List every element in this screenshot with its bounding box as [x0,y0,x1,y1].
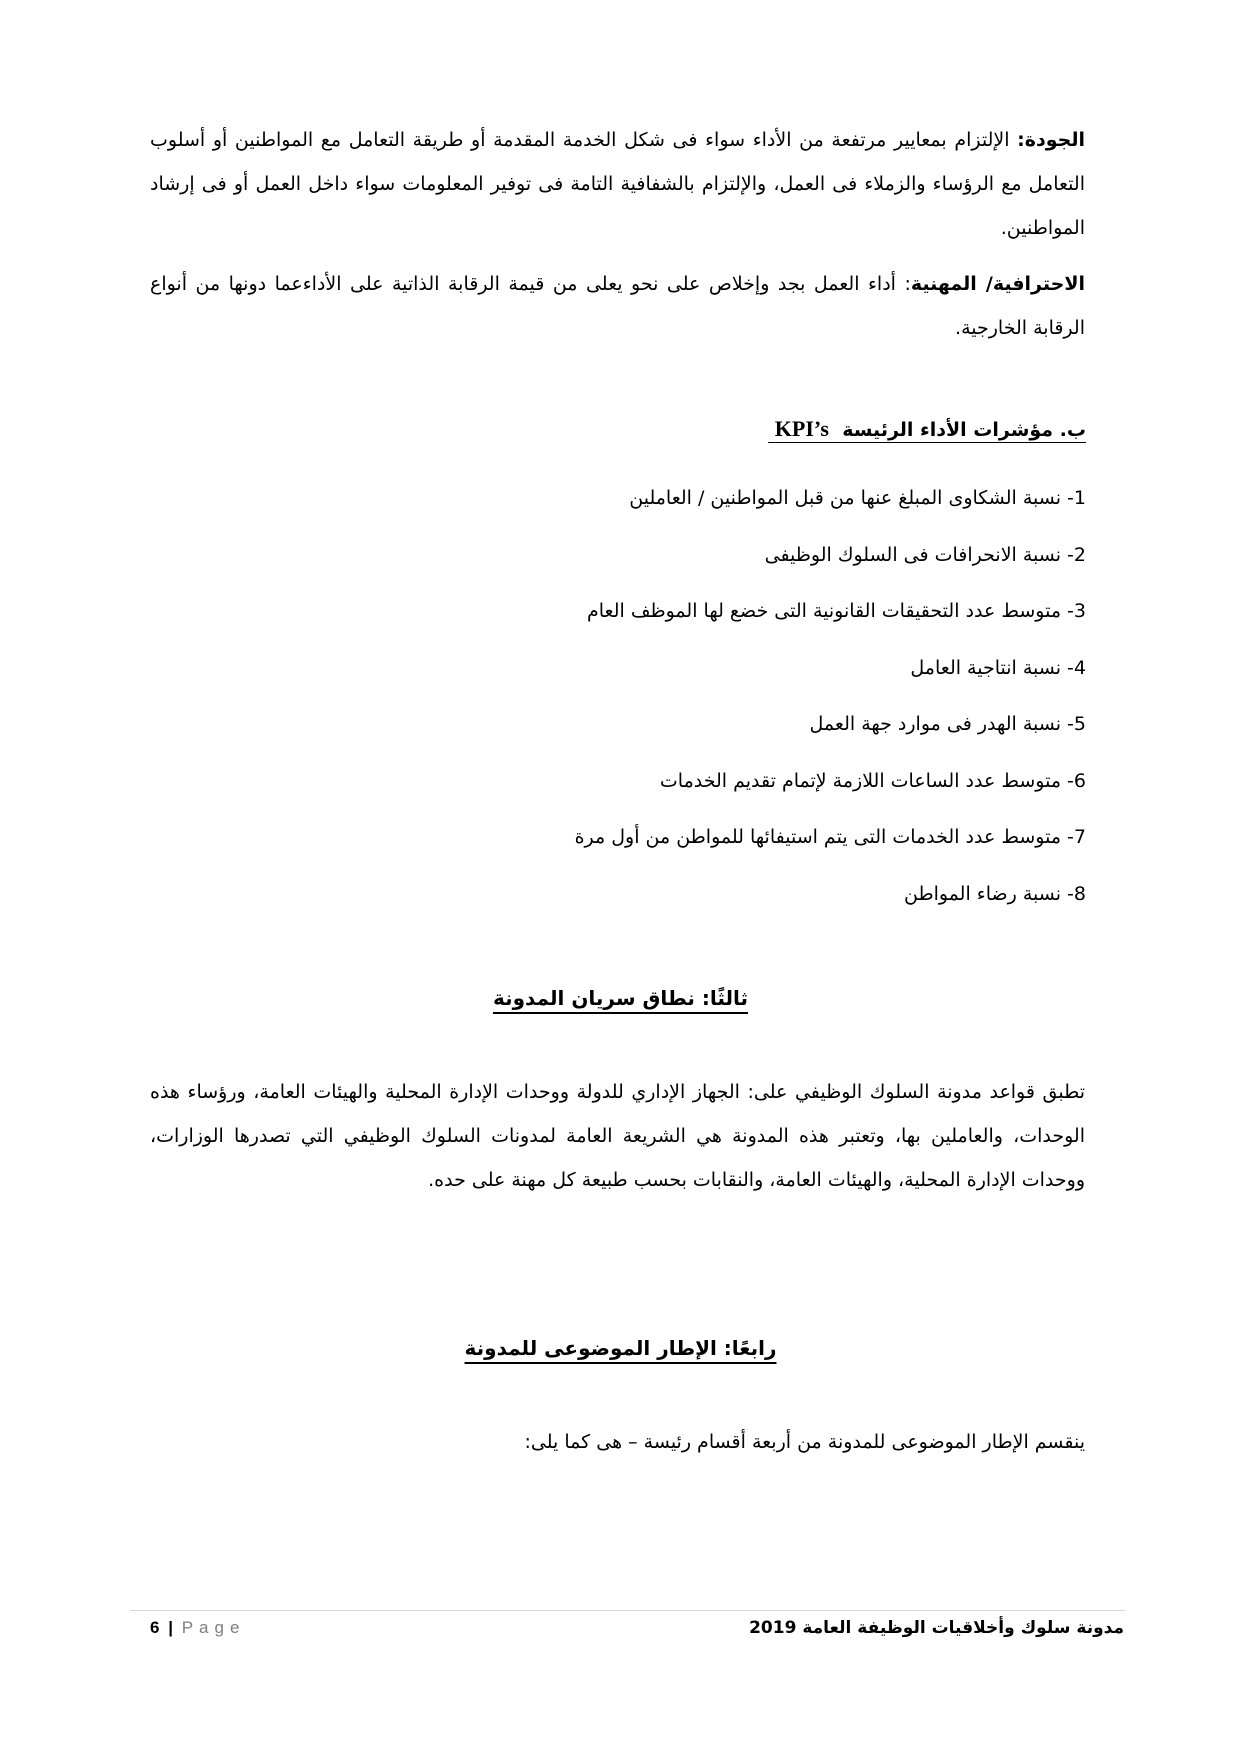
footer-title: مدونة سلوك وأخلاقيات الوظيفة العامة 2019 [749,1618,1124,1638]
kpi-item-3: 3- متوسط عدد التحقيقات القانونية التى خضع لها الموظف العام [587,600,1086,622]
professionalism-paragraph [150,262,1085,350]
section4-heading: رابعًا: الإطار الموضوعى للمدونة [464,1336,777,1360]
professionalism-text: : أداء العمل بجد وإخلاص على نحو يعلى من قيمة الرقابة الذاتية على الأداءعما دونها من أنواع الرقابة الخارجية. [150,273,1085,339]
kpi-heading-latin: KPI’s [774,416,829,441]
kpi-item-2: 2- نسبة الانحرافات فى السلوك الوظيفى [764,543,1086,566]
kpi-item-8: 8- نسبة رضاء المواطن [904,882,1086,905]
kpi-heading-arabic: ب. مؤشرات الأداء الرئيسة [842,419,1086,441]
kpi-item-6: 6- متوسط عدد الساعات اللازمة لإتمام تقديم الخدمات [659,769,1086,792]
kpi-list [151,478,1086,930]
kpi-item-1: 1- نسبة الشكاوى المبلغ عنها من قبل المواطنين / العاملين [629,487,1086,509]
kpi-item-7: 7- متوسط عدد الخدمات التى يتم استيفائها للمواطن من أول مرة [574,826,1086,848]
quality-paragraph [150,118,1085,250]
footer-divider [130,1610,1125,1611]
footer-page-number [150,1618,245,1638]
section3-paragraph: تطبق قواعد مدونة السلوك الوظيفي على: الجهاز الإداري للدولة ووحدات الإدارة المحلية والهيئات العامة، ورؤساء هذه الوحدات، والعاملين بها، وتعتبر هذه المدونة هي الشريعة العامة لمدونات السلوك الوظيفي التي تصدرها الوزارات، ووحدات الإدارة المحلية، والهيئات العامة، والنقابات بحسب طبيعة كل مهنة على حده. [150,1081,1085,1191]
section4-paragraph: ينقسم الإطار الموضوعى للمدونة من أربعة أقسام رئيسة – هى كما يلى: [524,1431,1085,1453]
kpi-item-5: 5- نسبة الهدر فى موارد جهة العمل [809,713,1086,735]
kpi-heading [151,416,1086,442]
page-number: 6 [150,1618,160,1637]
page-label: Page [181,1618,246,1637]
page-separator: | [168,1618,173,1637]
quality-text: الإلتزام بمعايير مرتفعة من الأداء سواء فى شكل الخدمة المقدمة أو طريقة التعامل مع المواطنين أو أسلوب التعامل مع الرؤساء والزملاء فى العمل، والإلتزام بالشفافية التامة فى توفير المعلومات سواء داخل العمل أو فى إرشاد المواطنين. [150,129,1085,239]
section3-heading: ثالثًا: نطاق سريان المدونة [492,986,749,1010]
professionalism-term: الاحترافية/ المهنية [910,273,1085,295]
quality-term: الجودة: [1017,129,1085,151]
kpi-item-4: 4- نسبة انتاجية العامل [910,656,1086,679]
